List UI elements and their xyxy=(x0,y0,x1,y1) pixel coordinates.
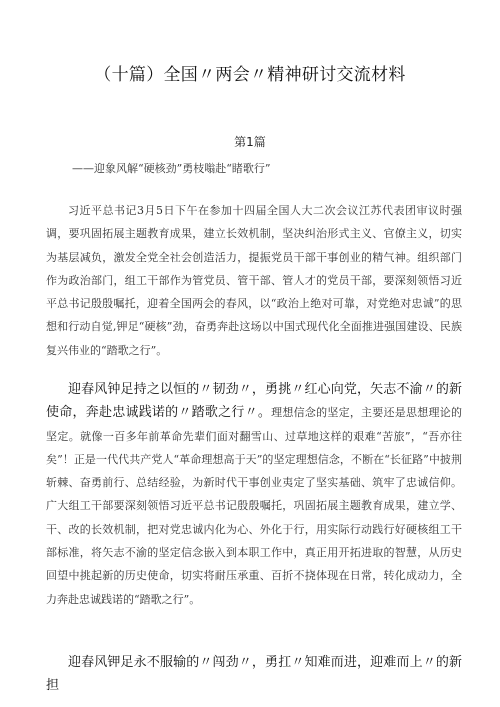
paragraph-lead: 迎春风钟足持之以恒的〃韧劲〃，勇挑〃红心向党，矢志不渝〃的新使命，奔赴忠诚践诺的〃踏歌之行〃。 xyxy=(46,382,462,421)
paragraph-body: 理想信念的坚定，主要还是思想理论的坚定。就像一百多年前革命先辈们面对翻雪山、过草地这样的艰难“苦旅”，“吾亦往矣”！正是一代代共产党人“革命理想高于天”的坚定理想信念，不断在“长征路”中披荆斩棘、奋勇前行、总结经验，为新时代干事创业夷定了坚实基础、筑牢了忠诚信仰。广大组工干部要深刻领悟习近平总书记殷殷嘱托，巩固拓展主题教育成果，建立学、干、改的长效机制，把对党忠诚内化为心、外化于行，用实际行动践行好硬核组工干部标准，将矢志不渝的坚定信念嵌入到本职工作中，真正用开拓进取的智慧，从历史回望中挑起新的历史使命，切实将耐压承重、百折不挠体现在日常，转化成动力，全力奔赴忠诚践诺的“踏歌之行”。 xyxy=(46,406,462,606)
paragraph-1 xyxy=(46,199,462,362)
paragraph-3 xyxy=(46,651,462,698)
paragraph-body: 习近平总书记3月5日下午在参加十四届全国人大二次会议江苏代表团审议时强调，要巩固拓展主题教育成果，建立长效机制，坚决纠治形式主义、官僚主义，切实为基层减负，激发全党全社会创造活力，提振党员干部干事创业的精气神。组织部门作为政治部门，组工干部作为管党员、管干部、管人才的党员干部，要深刻领悟习近平总书记殷殷嘱托，迎着全国两会的春风，以“政治上绝对可靠，对党绝对忠诚”的思想和行动自觉,钾足“硬核”劲，奋勇奔赴这场以中国式现代化全面推进强国建设、民族复兴伟业的“踏歌之行”。 xyxy=(46,204,462,357)
article-subtitle: ——迎象风解“硬核劲”勇枝嗡赴“睹歌行” xyxy=(72,162,271,175)
document-title: （十篇）全国〃两会〃精神研讨交流材料 xyxy=(94,65,406,85)
paragraph-2 xyxy=(46,378,462,611)
paragraph-lead: 迎春风钾足永不服输的〃闯劲〃，勇扛〃知难而进，迎难而上〃的新担 xyxy=(46,655,462,694)
section-label: 第1篇 xyxy=(234,135,266,149)
